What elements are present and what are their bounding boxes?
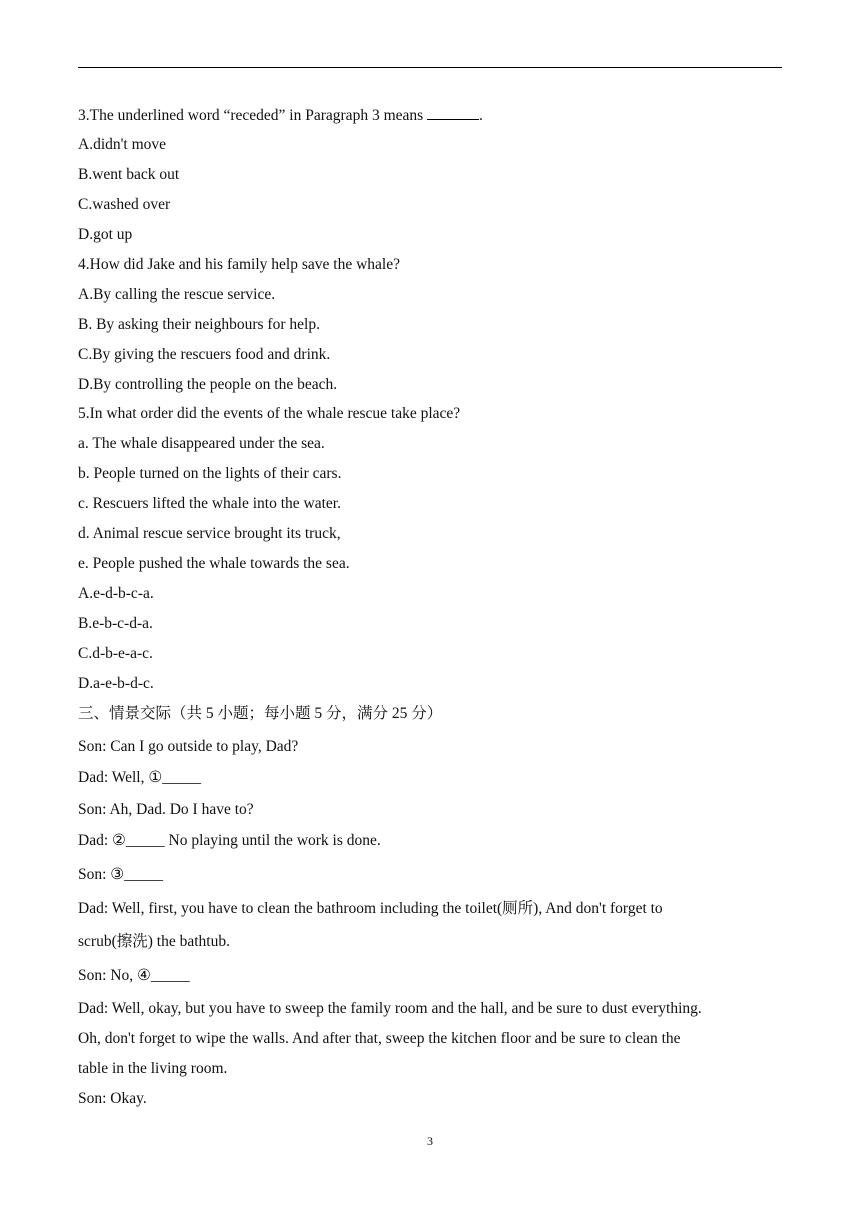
dialogue-line: Dad: ②_____ No playing until the work is done. [78,832,381,849]
q3-stem-end: . [479,107,483,124]
q3-stem [78,105,483,126]
header-rule [78,67,782,68]
dialogue-line: table in the living room. [78,1060,228,1077]
q5-event: b. People turned on the lights of their cars. [78,465,342,482]
q4-option-c: C.By giving the rescuers food and drink. [78,346,331,363]
dialogue-line: scrub(擦洗) the bathtub. [78,933,230,950]
q4-stem: 4.How did Jake and his family help save the whale? [78,256,400,273]
dialogue-line: Oh, don't forget to wipe the walls. And after that, sweep the kitchen floor and be sure to clean the [78,1030,681,1047]
q5-option-c: C.d-b-e-a-c. [78,645,153,662]
dialogue-line: Dad: Well, ①_____ [78,769,202,786]
q4-option-d: D.By controlling the people on the beach. [78,376,338,393]
dialogue-line: Dad: Well, first, you have to clean the bathroom including the toilet(厕所), And don't forget to [78,900,663,917]
q3-option-c: C.washed over [78,196,171,213]
dialogue-line: Dad: Well, okay, but you have to sweep the family room and the hall, and be sure to dust everything. [78,1000,702,1017]
q5-event: d. Animal rescue service brought its truck, [78,525,341,542]
q3-option-a: A.didn't move [78,136,167,153]
q5-event: c. Rescuers lifted the whale into the water. [78,495,341,512]
q5-option-b: B.e-b-c-d-a. [78,615,153,632]
dialogue-line: Son: Can I go outside to play, Dad? [78,738,299,755]
q4-option-a: A.By calling the rescue service. [78,286,276,303]
q3-stem-text: 3.The underlined word “receded” in Paragraph 3 means [78,107,428,124]
q5-option-a: A.e-d-b-c-a. [78,585,154,602]
dialogue-line: Son: Okay. [78,1090,147,1107]
page-number: 3 [427,1134,433,1148]
answer-blank [427,105,479,120]
q5-option-d: D.a-e-b-d-c. [78,675,154,692]
dialogue-line: Son: ③_____ [78,866,163,883]
q5-event: a. The whale disappeared under the sea. [78,435,325,452]
dialogue-line: Son: No, ④_____ [78,967,190,984]
section-heading: 三、情景交际（共 5 小题；每小题 5 分，满分 25 分） [78,705,443,722]
q5-stem: 5.In what order did the events of the whale rescue take place? [78,405,461,422]
q3-option-b: B.went back out [78,166,180,183]
q3-option-d: D.got up [78,226,133,243]
dialogue-line: Son: Ah, Dad. Do I have to? [78,801,254,818]
q4-option-b: B. By asking their neighbours for help. [78,316,320,333]
q5-event: e. People pushed the whale towards the sea. [78,555,350,572]
